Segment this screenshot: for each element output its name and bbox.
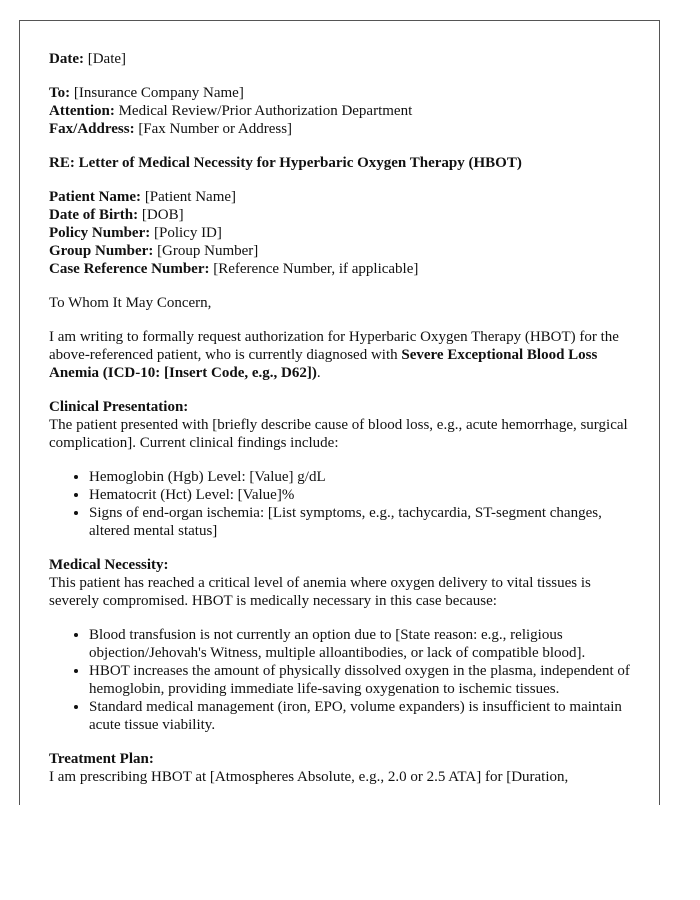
subject-text: RE: Letter of Medical Necessity for Hyperbaric Oxygen Therapy (HBOT) bbox=[49, 155, 522, 171]
patient-info bbox=[49, 188, 639, 278]
clinical-findings-list bbox=[49, 468, 639, 540]
list-item: • Hemoglobin (Hgb) Level: [Value] g/dL bbox=[89, 468, 639, 486]
list-item: • Signs of end-organ ischemia: [List symptoms, e.g., tachycardia, ST-segment changes, altered mental status] bbox=[89, 504, 639, 540]
necessity-reasons-list bbox=[49, 626, 639, 734]
treatment-heading: Treatment Plan: bbox=[49, 751, 154, 767]
patient-name-value: [Patient Name] bbox=[144, 189, 237, 205]
intro-diagnosis: Severe Exceptional Blood Loss Anemia (ICD-10: [Insert Code, e.g., D62]) bbox=[49, 347, 598, 381]
date-value: [Date] bbox=[87, 51, 127, 67]
clinical-heading: Clinical Presentation: bbox=[49, 399, 189, 415]
group-number-value: [Group Number] bbox=[157, 243, 259, 259]
dob-value: [DOB] bbox=[141, 207, 184, 223]
dob-label: Date of Birth: bbox=[49, 207, 139, 223]
attention-value: Medical Review/Prior Authorization Department bbox=[118, 103, 413, 119]
recipient-block bbox=[49, 84, 639, 138]
list-item: • HBOT increases the amount of physically dissolved oxygen in the plasma, independent of hemoglobin, providing immediate life-saving oxygenation to ischemic tissues. bbox=[89, 662, 639, 698]
letter-body bbox=[49, 50, 639, 786]
salutation: To Whom It May Concern, bbox=[49, 295, 212, 311]
to-label: To: bbox=[49, 85, 71, 101]
date-label: Date: bbox=[49, 51, 84, 67]
treatment-text: I am prescribing HBOT at [Atmospheres Absolute, e.g., 2.0 or 2.5 ATA] for [Duration, bbox=[49, 769, 569, 785]
attention-label: Attention: bbox=[49, 103, 115, 119]
clinical-paragraph bbox=[49, 398, 639, 452]
to-value: [Insurance Company Name] bbox=[73, 85, 244, 101]
letter-page bbox=[19, 20, 660, 805]
list-item: • Hematocrit (Hct) Level: [Value]% bbox=[89, 486, 639, 504]
policy-number-label: Policy Number: bbox=[49, 225, 151, 241]
subject-line bbox=[49, 154, 639, 172]
case-ref-label: Case Reference Number: bbox=[49, 261, 210, 277]
patient-name-label: Patient Name: bbox=[49, 189, 142, 205]
list-item: • Standard medical management (iron, EPO, volume expanders) is insufficient to maintain acute tissue viability. bbox=[89, 698, 639, 734]
fax-value: [Fax Number or Address] bbox=[138, 121, 293, 137]
list-item: • Blood transfusion is not currently an option due to [State reason: e.g., religious objection/Jehovah's Witness, multiple alloantibodies, or lack of compatible blood]. bbox=[89, 626, 639, 662]
policy-number-value: [Policy ID] bbox=[153, 225, 222, 241]
necessity-text: This patient has reached a critical level of anemia where oxygen delivery to vital tissues is severely compromised. HBOT is medically necessary in this case because: bbox=[49, 575, 591, 609]
case-ref-value: [Reference Number, if applicable] bbox=[213, 261, 419, 277]
treatment-paragraph bbox=[49, 750, 639, 786]
intro-end: . bbox=[316, 365, 321, 381]
necessity-heading: Medical Necessity: bbox=[49, 557, 169, 573]
clinical-text: The patient presented with [briefly describe cause of blood loss, e.g., acute hemorrhage, surgical complication]. Current clinical findings include: bbox=[49, 417, 628, 451]
intro-paragraph bbox=[49, 328, 639, 382]
date-line bbox=[49, 50, 639, 68]
fax-label: Fax/Address: bbox=[49, 121, 135, 137]
intro-text: I am writing to formally request authorization for Hyperbaric Oxygen Therapy (HBOT) for the above-referenced patient, who is currently diagnosed with bbox=[49, 329, 619, 363]
group-number-label: Group Number: bbox=[49, 243, 154, 259]
necessity-paragraph bbox=[49, 556, 639, 610]
